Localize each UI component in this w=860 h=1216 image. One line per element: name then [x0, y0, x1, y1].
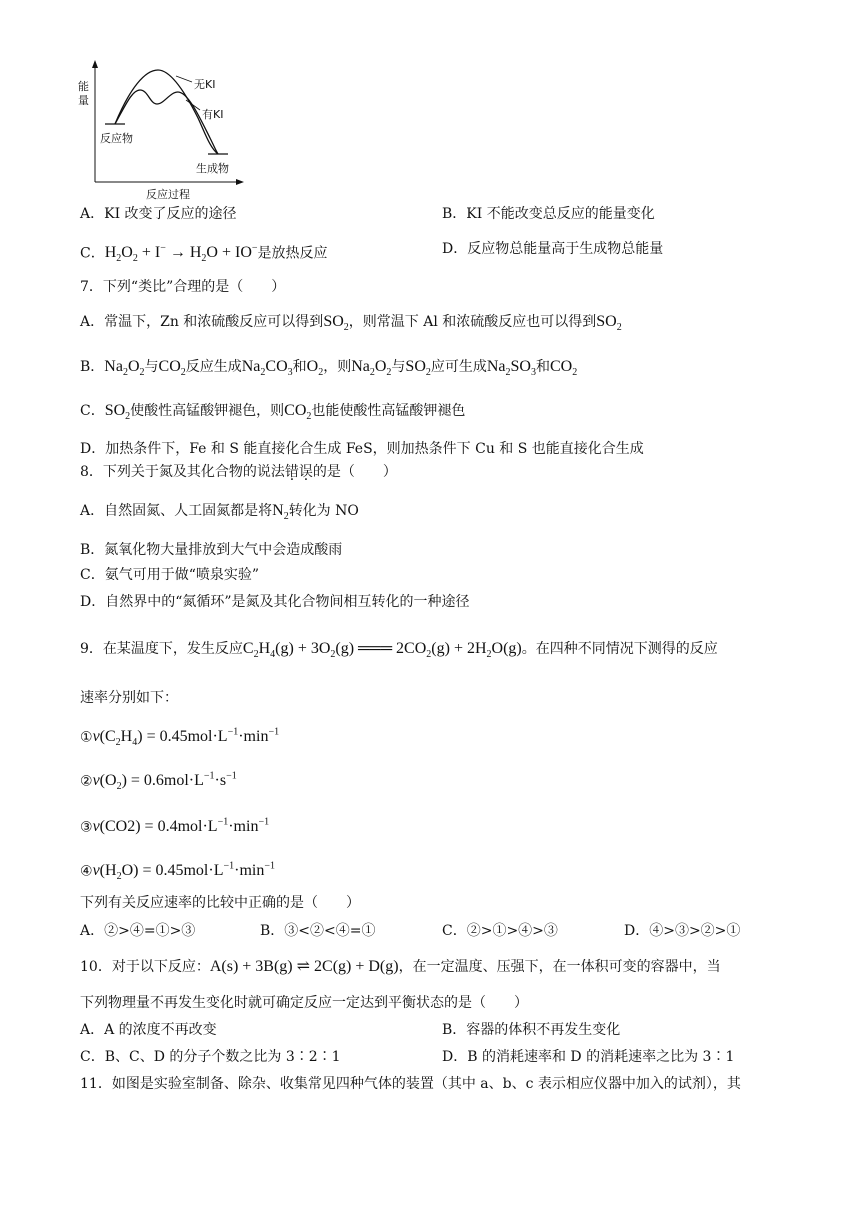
reactant-label: 反应物 [100, 132, 133, 145]
q8-option-c: C．氨气可用于做“喷泉实验” [80, 567, 260, 583]
q7-option-b: B．$Na_2O_2$与$CO_2$反应生成$Na_2CO_3$和$O_2$，则$Na_2O_2$与$SO_2$应可生成$Na_2SO_3$和$CO_2$ [80, 358, 578, 379]
q8-stem: 8．下列关于氮及其化合物的说法错误的是（ ） [80, 464, 397, 480]
q7-stem: 7．下列“类比”合理的是（ ） [80, 279, 286, 295]
q9-option-a: A．②>④=①>③ [80, 923, 196, 939]
leader-no-ki [176, 76, 192, 82]
y-axis-label-1: 能 [78, 80, 89, 93]
q10-option-a: A．A 的浓度不再改变 [80, 1022, 217, 1038]
x-axis-label: 反应过程 [146, 188, 190, 201]
q7-option-d: D．加热条件下，Fe 和 S 能直接化合生成 FeS，则加热条件下 Cu 和 S 也能直接化合生成 [80, 441, 644, 457]
q7-option-a: A．常温下，Zn 和浓硫酸反应可以得到$SO_2$，则常温下 Al 和浓硫酸反应也可以得到$SO_2$ [80, 313, 622, 334]
curve-no-ki-label: 无KI [194, 78, 216, 91]
q10-option-c: C．B、C、D 的分子个数之比为 3∶2∶1 [80, 1049, 341, 1065]
q9-stem: 9．在某温度下，发生反应$C_2H_4(g) + 3O_2(g)$ ═══ $2CO_2(g) + 2H_2O(g)$。在四种不同情况下测得的反应 [80, 640, 718, 661]
q9-ask: 下列有关反应速率的比较中正确的是（ ） [80, 895, 360, 911]
q9-option-c: C．②>①>④>③ [442, 923, 558, 939]
q9-stem-2: 速率分别如下： [80, 690, 178, 706]
q9-rate-3: ③v(CO2) = $0.4mol\cdot L^{-1}\cdot\min^{-1}$ [80, 817, 270, 836]
q8-option-d: D．自然界中的“氮循环”是氮及其化合物间相互转化的一种途径 [80, 594, 470, 610]
q10-stem-2: 下列物理量不再发生变化时就可确定反应一定达到平衡状态的是（ ） [80, 995, 528, 1011]
q7-option-c: C．$SO_2$使酸性高锰酸钾褪色，则$CO_2$也能使酸性高锰酸钾褪色 [80, 402, 466, 423]
x-axis-arrow [236, 179, 244, 185]
y-axis-arrow [92, 60, 98, 68]
energy-diagram [70, 58, 250, 204]
curve-ki-label: 有KI [202, 108, 224, 121]
q10-option-b: B．容器的体积不再发生变化 [442, 1022, 621, 1038]
q9-rate-2: $②v(O_2) = 0.6mol\cdot L^{-1}\cdot s^{-1}$ [80, 771, 237, 793]
q10-option-d: D．B 的消耗速率和 D 的消耗速率之比为 3∶1 [442, 1049, 735, 1065]
q6-option-c: C．$H_2O_2 + I^- \to H_2O + IO^-$是放热反应 [80, 243, 328, 265]
y-axis-label-2: 量 [78, 94, 89, 107]
q6-option-a: A．KI 改变了反应的途径 [80, 206, 237, 222]
q9-rate-4: $④v(H_2O) = 0.45mol\cdot L^{-1}\cdot\min^{-1}$ [80, 861, 275, 883]
q8-option-b: B．氮氧化物大量排放到大气中会造成酸雨 [80, 542, 343, 558]
q8-option-a: A．自然固氮、人工固氮都是将$N_2$转化为 NO [80, 502, 359, 523]
q9-option-d: D．④>③>②>① [624, 923, 741, 939]
q9-rate-1: $①v(C_2H_4) = 0.45mol\cdot L^{-1}\cdot\min^{-1}$ [80, 727, 280, 749]
q6-option-b: B．KI 不能改变总反应的能量变化 [442, 206, 655, 222]
q11-stem: 11．如图是实验室制备、除杂、收集常见四种气体的装置（其中 a、b、c 表示相应仪器中加入的试剂），其 [80, 1076, 741, 1092]
q10-stem: 10．对于以下反应：A(s) + 3B(g) ⇌ 2C(g) + D(g)，在一定温度、压强下，在一体积可变的容器中，当 [80, 958, 721, 975]
product-label: 生成物 [196, 162, 229, 175]
q6-option-d: D．反应物总能量高于生成物总能量 [442, 241, 664, 257]
q9-option-b: B．③<②<④=① [260, 923, 376, 939]
